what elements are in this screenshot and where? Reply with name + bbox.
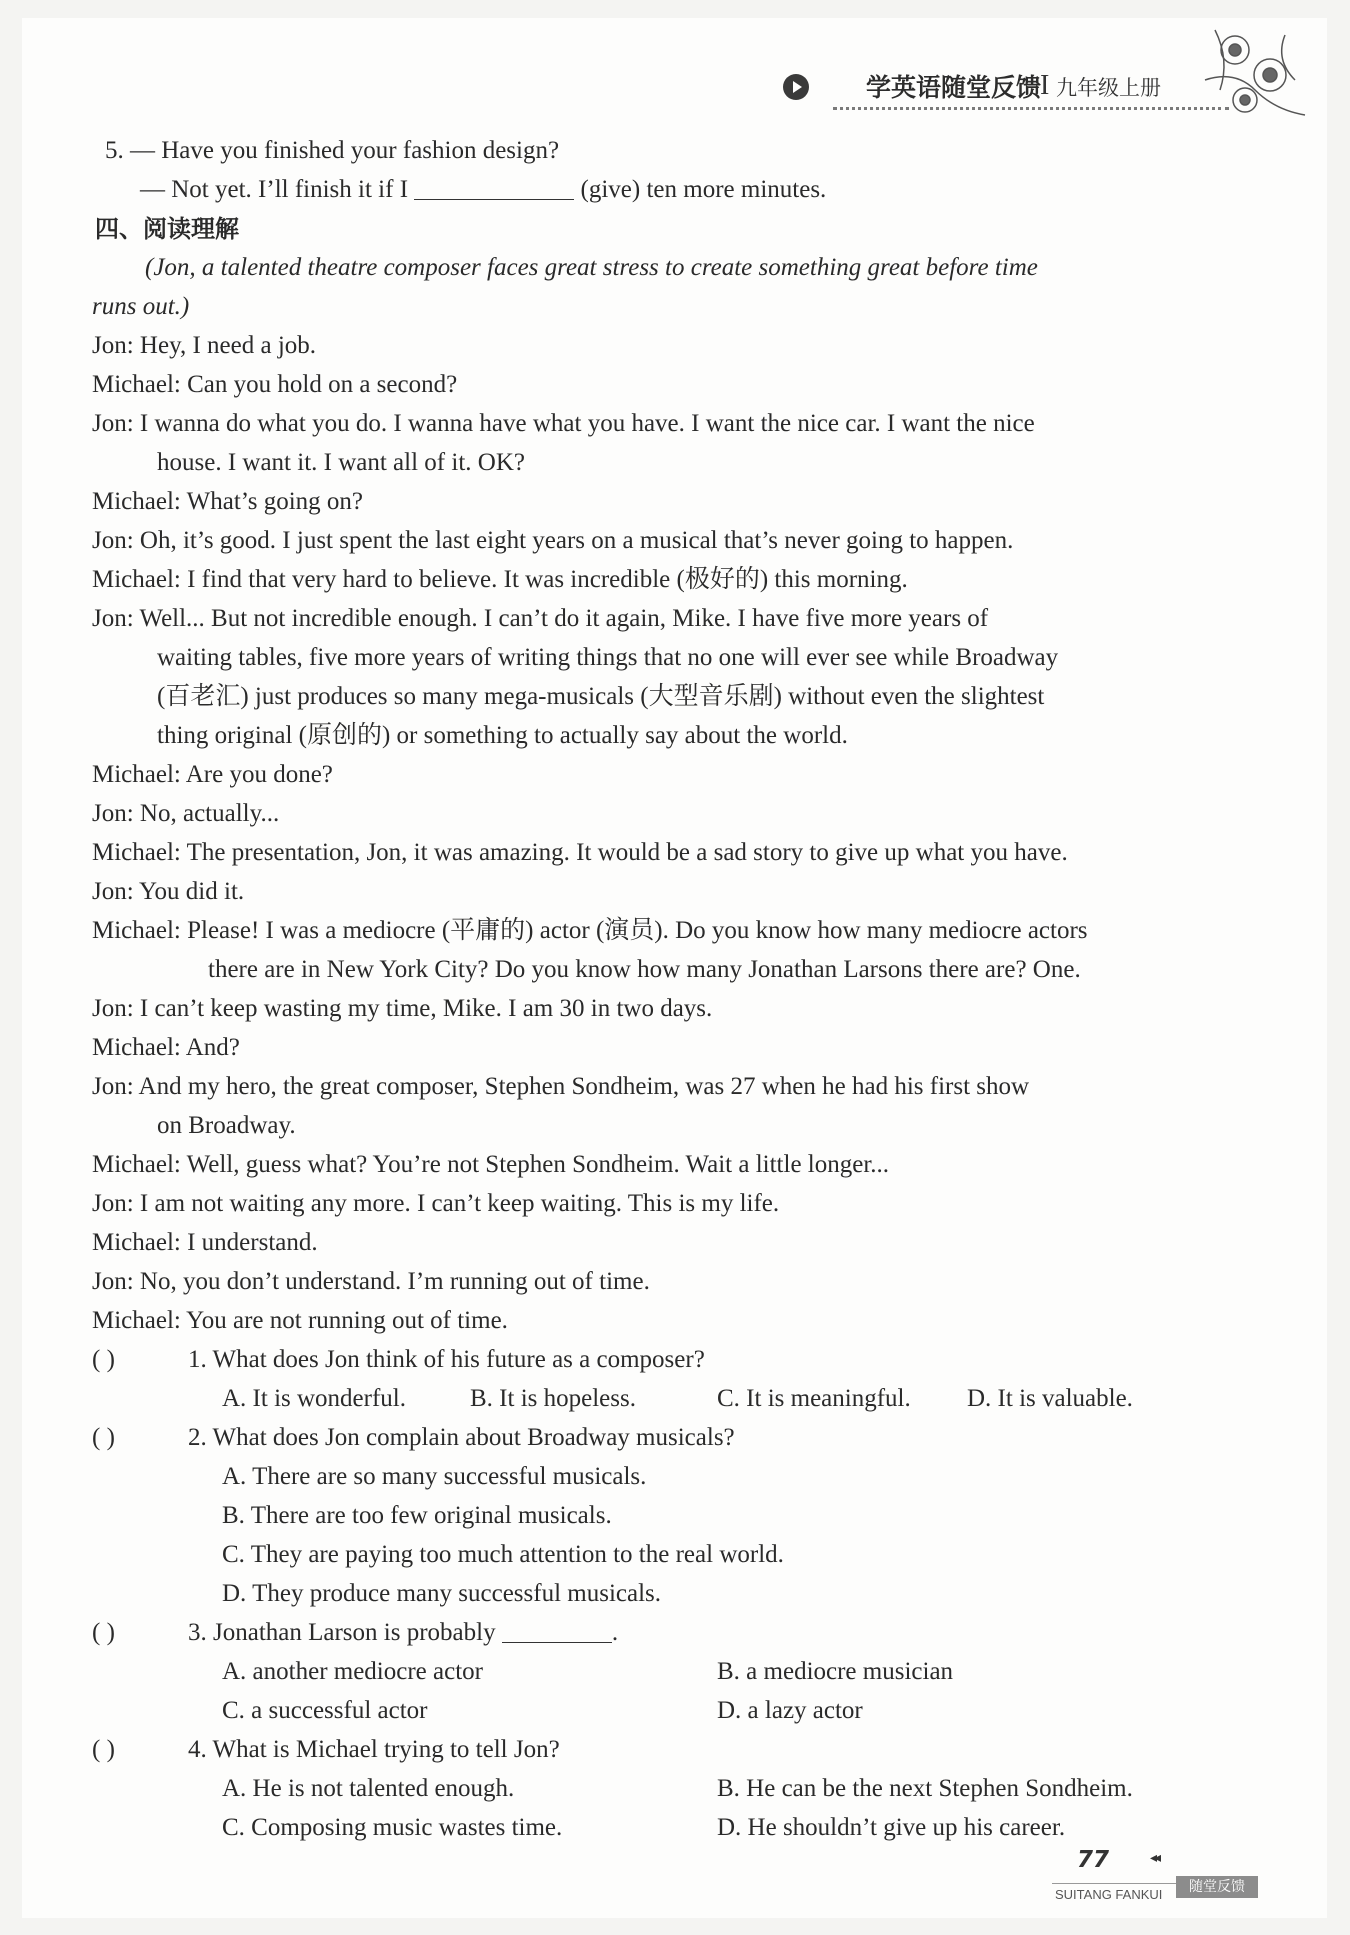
q2-option-c: C. They are paying too much attention to the real world. — [222, 1541, 784, 1568]
dialogue-line: Jon: No, you don’t understand. I’m running out of time. — [92, 1268, 650, 1295]
dialogue-line: Michael: You are not running out of time. — [92, 1307, 508, 1334]
dialogue-line: Michael: And? — [92, 1034, 240, 1061]
dialogue-line: Jon: Oh, it’s good. I just spent the last eight years on a musical that’s never going to happen. — [92, 527, 1014, 554]
answer-paren[interactable]: ( ) — [92, 1424, 115, 1451]
dialogue-line: Jon: I am not waiting any more. I can’t keep waiting. This is my life. — [92, 1190, 780, 1217]
q1-option-d: D. It is valuable. — [967, 1385, 1133, 1412]
title-separator: I — [1040, 70, 1050, 101]
q4-stem: 4. What is Michael trying to tell Jon? — [188, 1736, 560, 1763]
dialogue-line: Michael: What’s going on? — [92, 488, 364, 515]
dialogue-line: Jon: No, actually... — [92, 800, 280, 827]
dialogue-line: Michael: I find that very hard to believe. It was incredible (极好的) this morning. — [92, 566, 908, 593]
dialogue-line: Michael: Please! I was a mediocre (平庸的) actor (演员). Do you know how many mediocre actors — [92, 917, 1088, 944]
q4-option-b: B. He can be the next Stephen Sondheim. — [717, 1775, 1133, 1802]
page-number: 77 — [1077, 1847, 1110, 1873]
q3-stem: 3. Jonathan Larson is probably — [188, 1619, 496, 1646]
dialogue-line: Michael: I understand. — [92, 1229, 318, 1256]
dialogue-line: Michael: Can you hold on a second? — [92, 371, 458, 398]
answer-paren[interactable]: ( ) — [92, 1346, 115, 1373]
q1-option-a: A. It is wonderful. — [222, 1385, 406, 1412]
dialogue-line: Jon: Well... But not incredible enough. I can’t do it again, Mike. I have five more years of — [92, 605, 989, 632]
q5-answer-end: (give) ten more minutes. — [580, 176, 827, 203]
header-dotted-rule — [833, 107, 1229, 110]
footer-rule — [1052, 1883, 1177, 1884]
intro-line-2: runs out.) — [92, 293, 190, 320]
q5-answer-line — [140, 174, 826, 206]
dialogue-line: Michael: Well, guess what? You’re not Stephen Sondheim. Wait a little longer... — [92, 1151, 890, 1178]
dialogue-line: Michael: The presentation, Jon, it was amazing. It would be a sad story to give up what you have. — [92, 839, 1068, 866]
dialogue-line: Jon: And my hero, the great composer, Stephen Sondheim, was 27 when he had his first show — [92, 1073, 1030, 1100]
dialogue-line: waiting tables, five more years of writing things that no one will ever see while Broadway — [157, 644, 1059, 671]
answer-paren[interactable]: ( ) — [92, 1736, 115, 1763]
q4-option-d: D. He shouldn’t give up his career. — [717, 1814, 1066, 1841]
q3-blank[interactable] — [502, 1642, 612, 1643]
dialogue-line: Michael: Are you done? — [92, 761, 333, 788]
flower-ornament-icon — [1195, 20, 1315, 140]
dialogue-line: Jon: You did it. — [92, 878, 245, 905]
intro-line-1: (Jon, a talented theatre composer faces great stress to create something great before time — [145, 254, 1038, 281]
q3-option-b: B. a mediocre musician — [717, 1658, 954, 1685]
footer-brand-badge: 随堂反馈 — [1176, 1876, 1258, 1898]
q1-option-c: C. It is meaningful. — [717, 1385, 911, 1412]
q3-stem-line: 3. Jonathan Larson is probably . — [188, 1619, 619, 1646]
dialogue-line: on Broadway. — [157, 1112, 296, 1139]
footer-brand-en: SUITANG FANKUI — [1055, 1887, 1163, 1902]
q2-option-d: D. They produce many successful musicals. — [222, 1580, 662, 1607]
q2-option-b: B. There are too few original musicals. — [222, 1502, 612, 1529]
dialogue-line: Jon: I can’t keep wasting my time, Mike. I am 30 in two days. — [92, 995, 713, 1022]
dialogue-line: thing original (原创的) or something to actually say about the world. — [157, 722, 848, 749]
double-arrow-left-icon: ◂◂ — [1150, 1851, 1159, 1866]
q2-stem: 2. What does Jon complain about Broadway musicals? — [188, 1424, 735, 1451]
q4-option-a: A. He is not talented enough. — [222, 1775, 515, 1802]
q5-blank[interactable] — [414, 199, 574, 200]
dialogue-line: (百老汇) just produces so many mega-musicals (大型音乐剧) without even the slightest — [157, 683, 1045, 710]
q5-prompt: 5. — Have you finished your fashion design? — [105, 137, 560, 164]
play-circle-icon — [783, 74, 809, 100]
q2-option-a: A. There are so many successful musicals. — [222, 1463, 647, 1490]
dialogue-line: there are in New York City? Do you know how many Jonathan Larsons there are? One. — [208, 956, 1081, 983]
q4-option-c: C. Composing music wastes time. — [222, 1814, 563, 1841]
q1-option-b: B. It is hopeless. — [470, 1385, 636, 1412]
section-heading: 四、阅读理解 — [95, 215, 239, 243]
q3-option-c: C. a successful actor — [222, 1697, 428, 1724]
q3-option-a: A. another mediocre actor — [222, 1658, 483, 1685]
q3-option-d: D. a lazy actor — [717, 1697, 863, 1724]
answer-paren[interactable]: ( ) — [92, 1619, 115, 1646]
q5-answer-start: — Not yet. I’ll finish it if I — [140, 176, 409, 203]
book-subtitle: 九年级上册 — [1056, 76, 1161, 100]
dialogue-line: Jon: I wanna do what you do. I wanna have what you have. I want the nice car. I want the nice — [92, 410, 1035, 437]
dialogue-line: house. I want it. I want all of it. OK? — [157, 449, 525, 476]
q1-stem: 1. What does Jon think of his future as a composer? — [188, 1346, 705, 1373]
book-title: 学英语随堂反馈 — [866, 73, 1042, 102]
dialogue-line: Jon: Hey, I need a job. — [92, 332, 317, 359]
